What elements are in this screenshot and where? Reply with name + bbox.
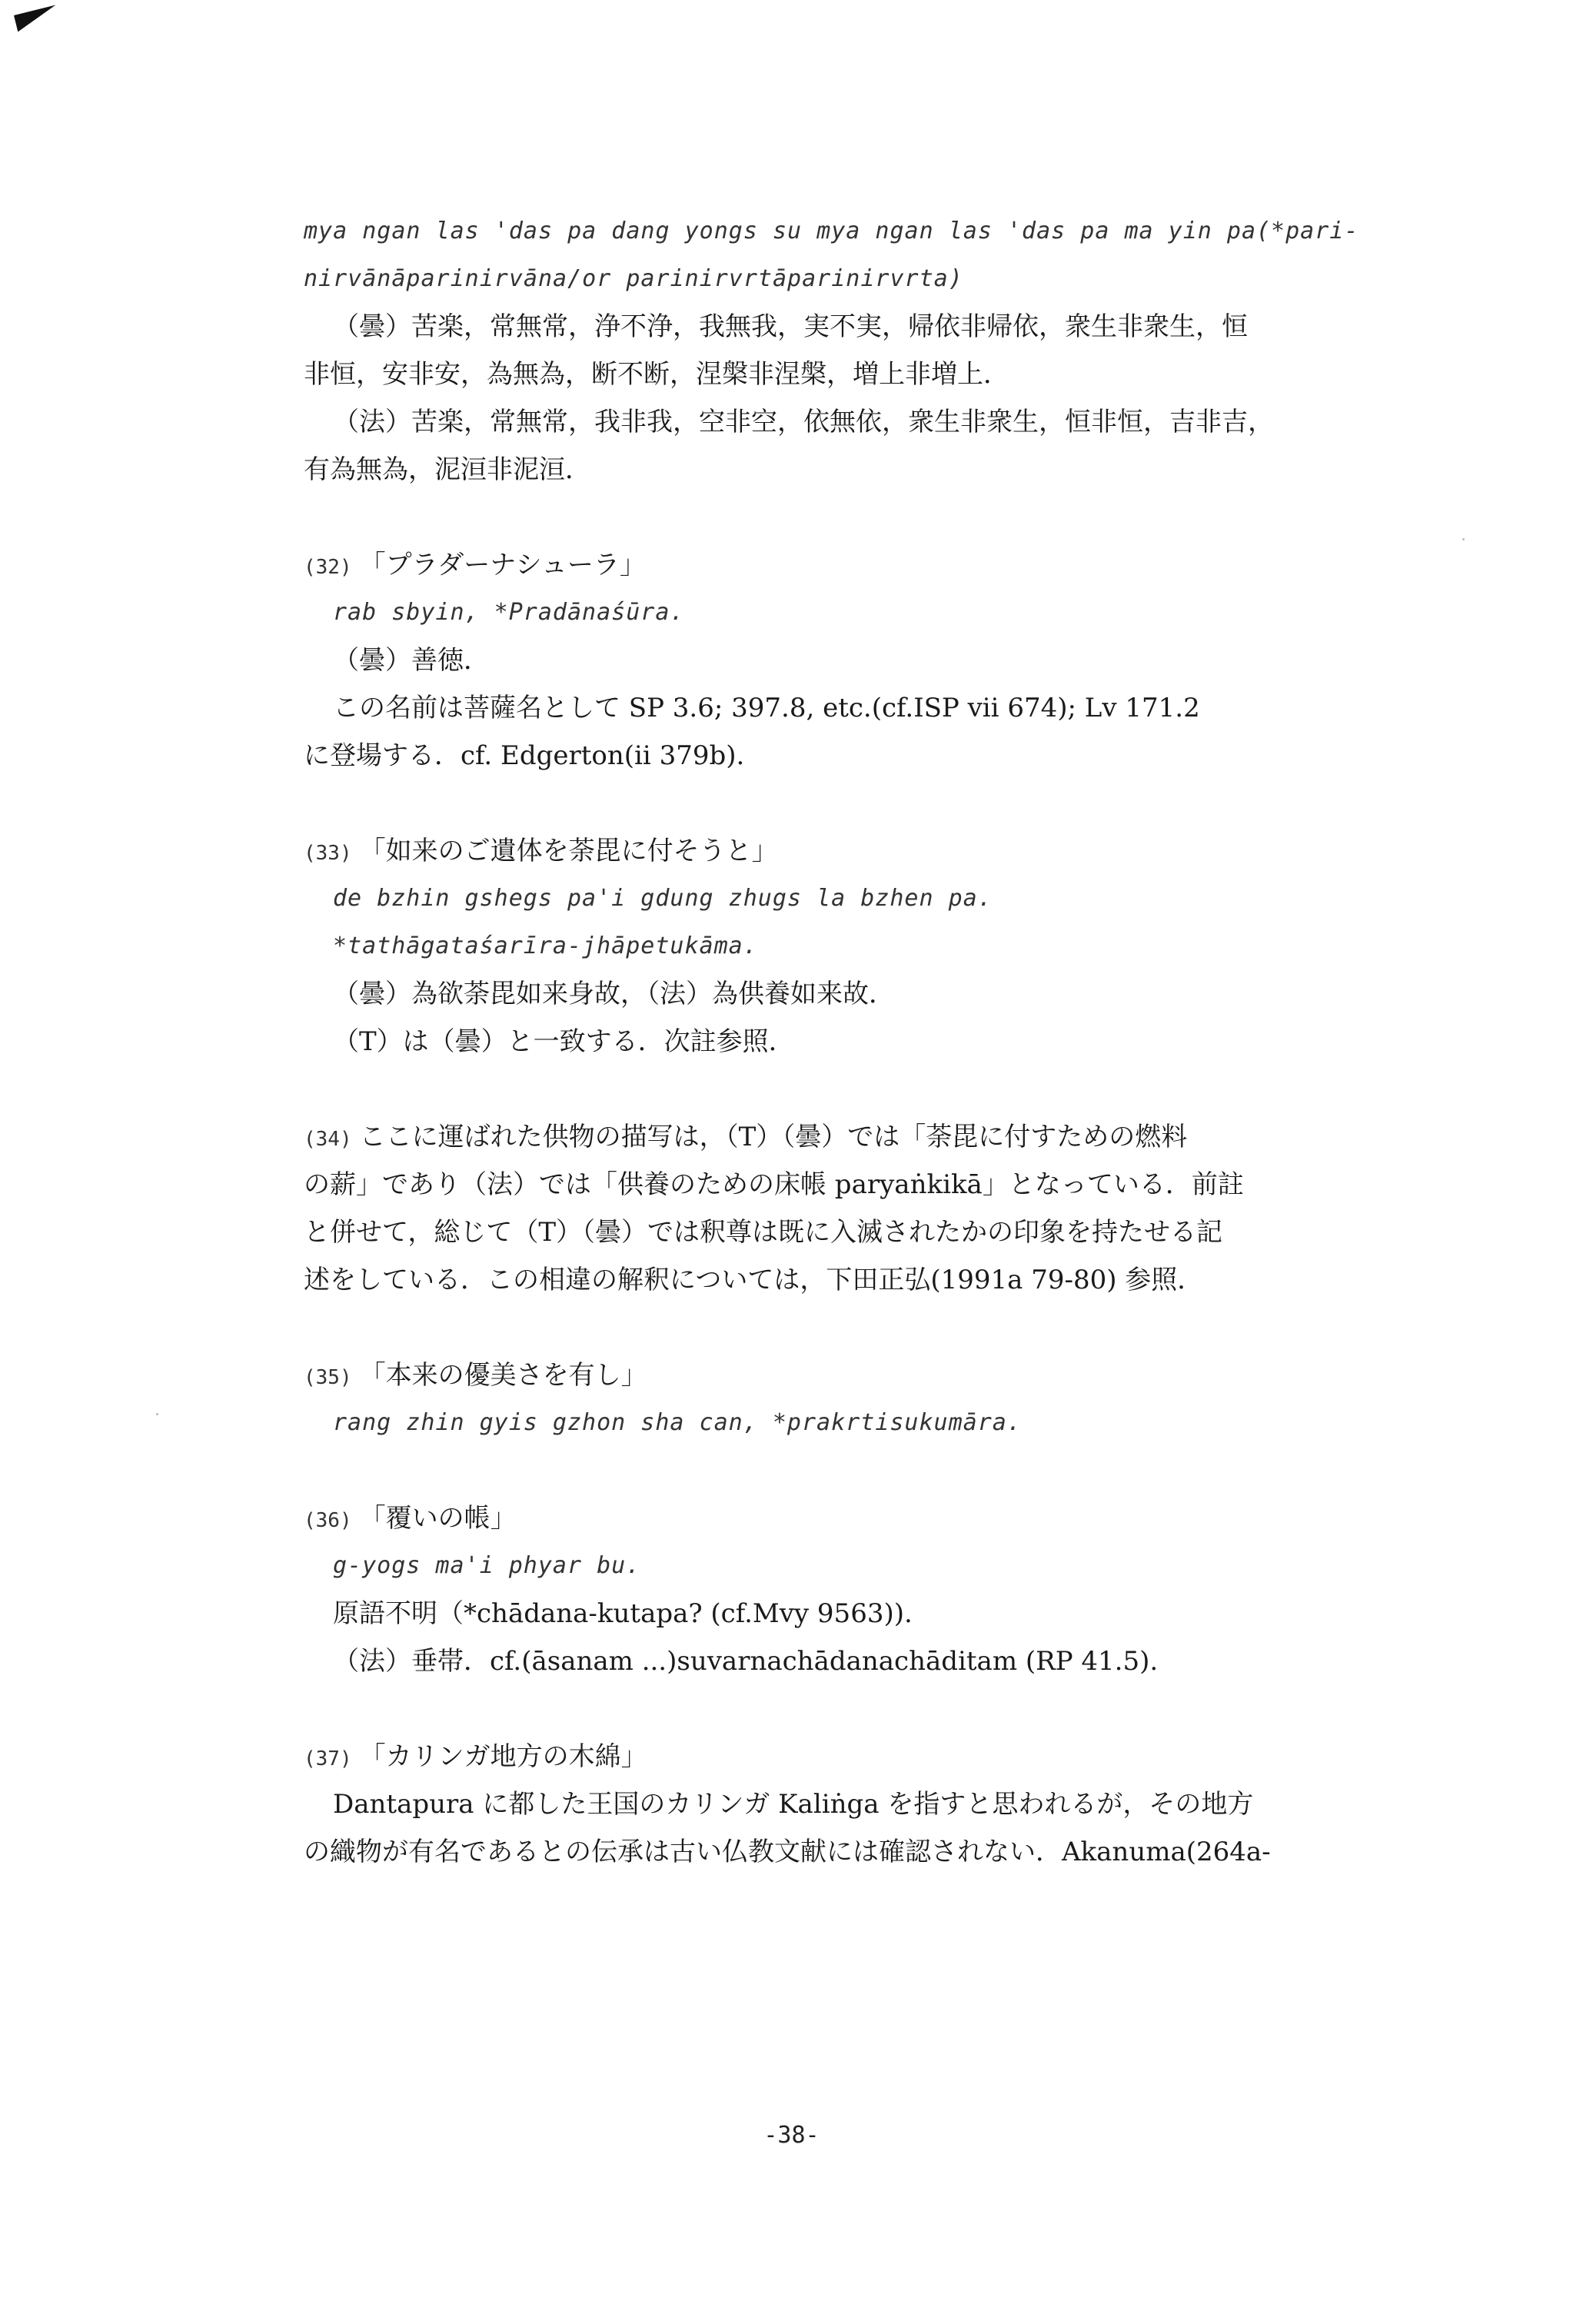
line-text: （法）苦楽，常無常，我非我，空非空，依無依，衆生非衆生，恒非恒，吉非吉， — [333, 407, 1274, 437]
note-number: (37) — [304, 1747, 352, 1770]
paragraph-gap — [304, 1066, 1480, 1113]
line-text: ここに運ばれた供物の描写は，（T）（曇）では「荼毘に付すための燃料 — [359, 1122, 1188, 1152]
line-text: *tathāgataśarīra-jhāpetukāma. — [333, 933, 758, 959]
line-text: 「本来の優美さを有し」 — [359, 1360, 647, 1391]
corner-scan-mark — [14, 5, 60, 32]
line-text: 「プラダーナシューラ」 — [359, 550, 646, 580]
note-number: (33) — [304, 842, 352, 865]
text-line — [304, 446, 1480, 494]
paragraph-gap — [304, 780, 1480, 827]
text-line — [304, 970, 1480, 1018]
paragraph-gap — [304, 1304, 1480, 1352]
text-line — [304, 1161, 1480, 1209]
line-text: この名前は菩薩名として SP 3.6; 397.8, etc.(cf.ISP vii 674); Lv 171.2 — [333, 693, 1200, 723]
line-text: 「カリンガ地方の木綿」 — [359, 1741, 647, 1772]
page-number: -38- — [763, 2122, 820, 2149]
line-text: に登場する．cf. Edgerton(ii 379b). — [304, 740, 745, 771]
line-text: （曇）善徳． — [333, 645, 490, 676]
note-heading-line — [304, 1113, 1480, 1161]
line-text: （T）は（曇）と一致する．次註参照． — [333, 1026, 795, 1057]
text-line — [304, 398, 1480, 446]
line-text: と併せて，総じて（T）（曇）では釈尊は既に入滅されたかの印象を持たせる記 — [304, 1217, 1222, 1248]
line-text: 「覆いの帳」 — [359, 1503, 517, 1534]
text-line — [304, 684, 1480, 732]
text-line — [304, 1209, 1480, 1256]
line-text: 非恒，安非安，為無為，断不断，涅槃非涅槃，増上非増上． — [304, 359, 1009, 390]
line-text: 述をしている．この相違の解釈については，下田正弘(1991a 79-80) 参照． — [304, 1265, 1204, 1295]
text-line — [304, 589, 1480, 637]
note-heading-line — [304, 1733, 1480, 1780]
line-text: rang zhin gyis gzhon sha can, *prakrtisukumāra. — [333, 1409, 1022, 1436]
line-text: 有為無為，泥洹非泥洹． — [304, 454, 591, 485]
document-body — [304, 208, 1480, 1876]
text-line — [304, 1542, 1480, 1590]
note-heading-line — [304, 541, 1480, 589]
text-line — [304, 303, 1480, 351]
line-text: （曇）為欲荼毘如来身故，（法）為供養如来故． — [333, 979, 895, 1009]
note-number: (32) — [304, 556, 352, 579]
note-heading-line — [304, 827, 1480, 875]
line-text: mya ngan las 'das pa dang yongs su mya ngan las 'das pa ma yin pa(*pari- — [304, 218, 1359, 244]
text-line — [304, 1828, 1480, 1876]
text-line — [304, 637, 1480, 684]
paragraph-gap — [304, 494, 1480, 541]
text-line — [304, 1018, 1480, 1066]
line-text: rab sbyin, *Pradānaśūra. — [333, 599, 685, 626]
note-number: (35) — [304, 1366, 352, 1389]
line-text: g-yogs ma'i phyar bu. — [333, 1552, 641, 1579]
text-line — [304, 875, 1480, 923]
text-line — [304, 208, 1480, 255]
text-line — [304, 1399, 1480, 1447]
line-text: nirvānāparinirvāna/or parinirvrtāparinirvrta) — [304, 265, 963, 292]
note-heading-line — [304, 1352, 1480, 1399]
text-line — [304, 255, 1480, 303]
text-line — [304, 1256, 1480, 1304]
text-line — [304, 1780, 1480, 1828]
paragraph-gap — [304, 1685, 1480, 1733]
line-text: de bzhin gshegs pa'i gdung zhugs la bzhen pa. — [333, 885, 993, 912]
text-line — [304, 1590, 1480, 1637]
line-text: 原語不明（*chādana-kutapa? (cf.Mvy 9563)). — [333, 1598, 913, 1629]
paragraph-gap — [304, 1447, 1480, 1494]
text-line — [304, 732, 1480, 780]
line-text: （法）垂帯．cf.(āsanam ...)suvarnachādanachāditam (RP 41.5). — [333, 1646, 1159, 1677]
line-text: Dantapura に都した王国のカリンガ Kaliṅga を指すと思われるが，その地方 — [333, 1789, 1254, 1820]
text-line — [304, 351, 1480, 398]
line-text: の薪」であり（法）では「供養のための床帳 paryaṅkikā」となっている．前註 — [304, 1169, 1244, 1200]
line-text: の織物が有名であるとの伝承は古い仏教文献には確認されない．Akanuma(264a- — [304, 1837, 1271, 1867]
line-text: （曇）苦楽，常無常，浄不浄，我無我，実不実，帰依非帰依，衆生非衆生，恒 — [333, 311, 1248, 342]
scan-speck — [156, 1413, 158, 1415]
note-number: (34) — [304, 1128, 352, 1151]
text-line — [304, 923, 1480, 970]
text-line — [304, 1637, 1480, 1685]
note-heading-line — [304, 1494, 1480, 1542]
line-text: 「如来のご遺体を荼毘に付そうと」 — [359, 836, 778, 866]
note-number: (36) — [304, 1509, 352, 1532]
